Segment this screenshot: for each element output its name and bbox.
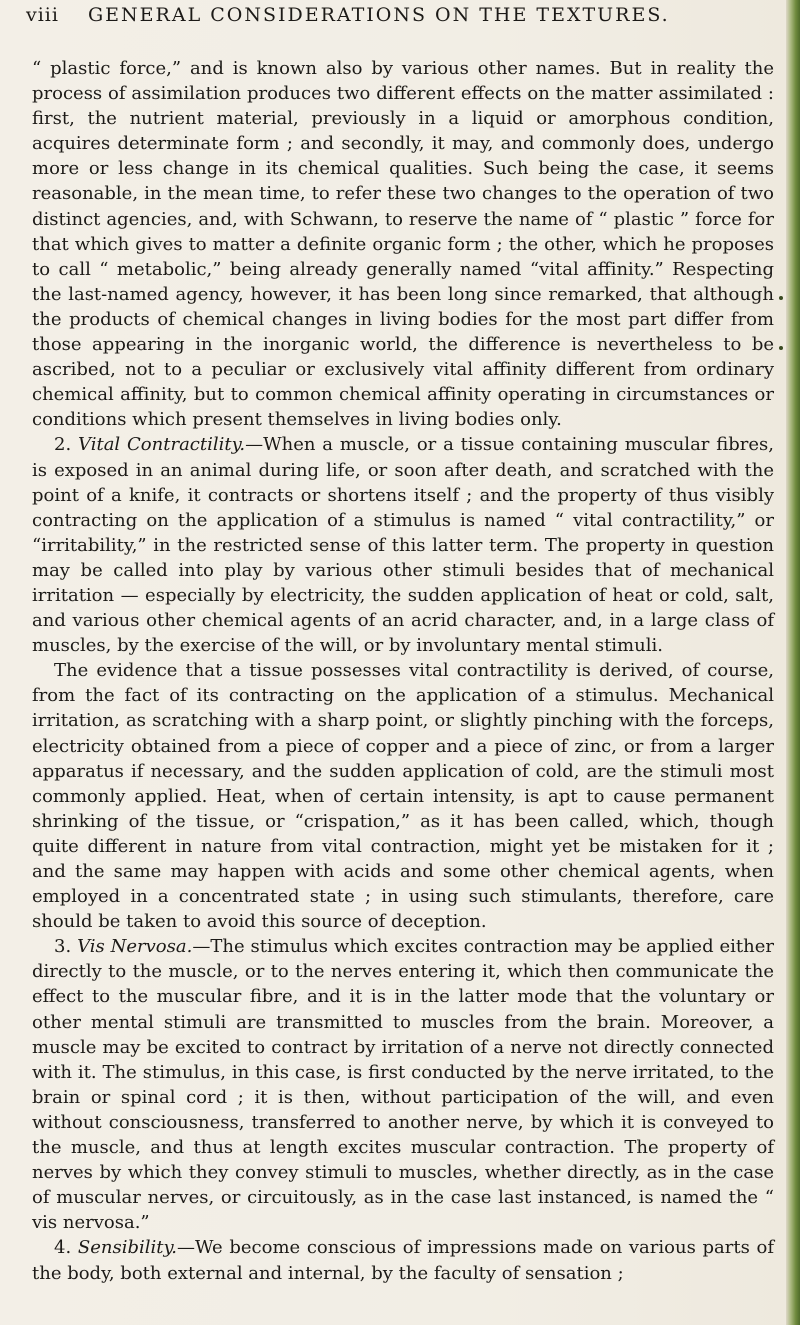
- paragraph-vital-contractility: [32, 432, 774, 658]
- paragraph-sensibility: [32, 1235, 774, 1285]
- page-header: [0, 0, 790, 40]
- paragraph-evidence: [32, 658, 774, 934]
- running-title: GENERAL CONSIDERATIONS ON THE TEXTURES.: [88, 4, 670, 26]
- section-number: 4.: [54, 1237, 72, 1259]
- body-text: [32, 56, 774, 1286]
- paragraph-text: —The stimulus which excites contraction may be applied either directly to the muscle, or to the nerves entering it, which then communicate the effect to the muscular fibre, and it is in the latter mode that the voluntary or other mental stimuli are transmitted to muscles from the brain. Moreover, a muscle may be excited to contract by irritation of a nerve not directly connected with it. The stimulus, in this case, is first conducted by the nerve irritated, to the brain or spinal cord ; it is then, without participation of the will, and even without consciousness, transferred to another nerve, by which it is conveyed to the muscle, and thus at length excites muscular contraction. The property of nerves by which they convey stimuli to muscles, whether directly, as in the case of muscular nerves, or circuitously, as in the case last instanced, is named the “ vis nervosa.”: [32, 936, 774, 1234]
- margin-speck: [779, 346, 783, 350]
- section-heading: Sensibility.: [77, 1237, 177, 1259]
- page-edge: [786, 0, 800, 1325]
- section-heading: Vital Contractility.: [78, 434, 246, 456]
- section-heading: Vis Nervosa.: [77, 936, 193, 958]
- page-number: viii: [26, 4, 59, 26]
- section-number: 3.: [54, 936, 72, 958]
- margin-speck: [779, 296, 783, 300]
- paragraph-text: “ plastic force,” and is known also by various other names. But in reality the process of assimilation produces two different effects on the matter assimilated : first, the nutrient material, previously in a liquid or amorphous condition, acquires determinate form ; and secondly, it may, and commonly does, undergo more or less change in its chemical qualities. Such being the case, it seems reasonable, in the mean time, to refer these two changes to the operation of two distinct agencies, and, with Schwann, to reserve the name of “ plastic ” force for that which gives to matter a definite organic form ; the other, which he proposes to call “ metabolic,” being already generally named “vital affinity.” Respecting the last-named agency, however, it has been long since remarked, that although the products of chemical changes in living bodies for the most part differ from those appearing in the inorganic world, the difference is nevertheless to be ascribed, not to a peculiar or exclusively vital affinity different from ordinary chemical affinity, but to common chemical affinity operating in circumstances or conditions which present themselves in living bodies only.: [32, 58, 774, 431]
- paragraph-vis-nervosa: [32, 934, 774, 1235]
- paragraph-text: —We become conscious of impressions made on various parts of the body, both external and internal, by the faculty of sensation ;: [32, 1237, 774, 1284]
- section-number: 2.: [54, 434, 72, 456]
- paragraph-text: —When a muscle, or a tissue containing muscular fibres, is exposed in an animal during life, or soon after death, and scratched with the point of a knife, it contracts or shortens itself ; and the property of thus visibly contracting on the application of a stimulus is named “ vital contractility,” or “irritability,” in the restricted sense of this latter term. The property in question may be called into play by various other stimuli besides that of mechanical irritation — especially by electricity, the sudden application of heat or cold, salt, and various other chemical agents of an acrid character, and, in a large class of muscles, by the exercise of the will, or by involuntary mental stimuli.: [32, 434, 774, 657]
- paragraph-continued: [32, 56, 774, 432]
- paragraph-text: The evidence that a tissue possesses vital contractility is derived, of course, from the fact of its contracting on the application of a stimulus. Mechanical irritation, as scratching with a sharp point, or slightly pinching with the forceps, electricity obtained from a piece of copper and a piece of zinc, or from a larger apparatus if necessary, and the sudden application of cold, are the stimuli most commonly applied. Heat, when of certain intensity, is apt to cause permanent shrinking of the tissue, or “crispation,” as it has been called, which, though quite different in nature from vital contraction, might yet be mistaken for it ; and the same may happen with acids and some other chemical agents, when employed in a concentrated state ; in using such stimulants, therefore, care should be taken to avoid this source of deception.: [32, 660, 774, 933]
